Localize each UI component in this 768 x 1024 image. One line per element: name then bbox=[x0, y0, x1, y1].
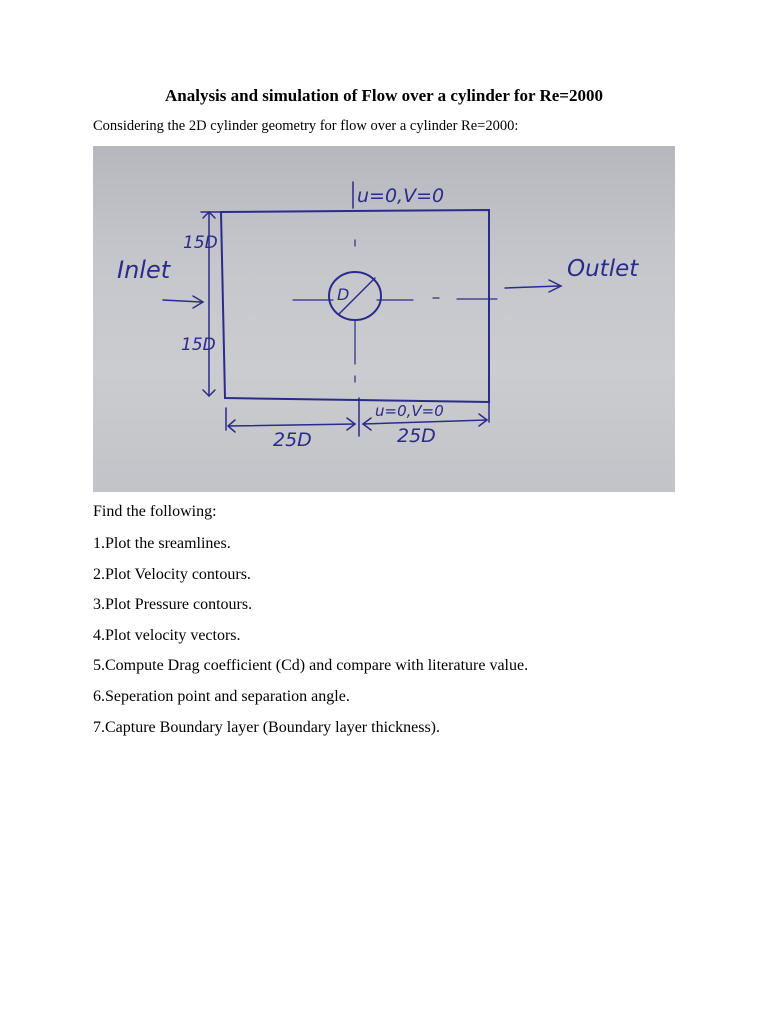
bottom-bc-label: u=0,V=0 bbox=[375, 402, 444, 420]
task-item: 4.Plot velocity vectors. bbox=[93, 626, 241, 644]
intro-text: Considering the 2D cylinder geometry for flow over a cylinder Re=2000: bbox=[93, 118, 519, 134]
page-title: Analysis and simulation of Flow over a cylinder for Re=2000 bbox=[164, 86, 603, 105]
find-heading: Find the following: bbox=[93, 503, 217, 520]
sketch-drawing bbox=[93, 146, 675, 492]
upper-dimension-label: 15D bbox=[183, 233, 218, 253]
left-bottom-dimension bbox=[229, 424, 355, 426]
right-bottom-dimension-label: 25D bbox=[397, 425, 436, 447]
task-item: 6.Seperation point and separation angle. bbox=[93, 687, 350, 705]
right-bottom-dimension bbox=[363, 420, 487, 424]
cylinder-label: D bbox=[337, 285, 350, 304]
lower-dimension-label: 15D bbox=[181, 335, 216, 355]
left-bottom-dimension-label: 25D bbox=[273, 429, 312, 451]
task-item: 7.Capture Boundary layer (Boundary layer thickness). bbox=[93, 718, 441, 736]
horizontal-centerline bbox=[293, 298, 497, 300]
task-item: 5.Compute Drag coefficient (Cd) and compare with literature value. bbox=[93, 657, 529, 675]
task-list bbox=[93, 534, 528, 748]
inlet-label: Inlet bbox=[117, 256, 171, 284]
geometry-sketch-photo bbox=[93, 146, 675, 492]
outlet-label: Outlet bbox=[567, 256, 639, 282]
domain-rectangle bbox=[221, 210, 489, 402]
task-item: 3.Plot Pressure contours. bbox=[93, 596, 253, 614]
inlet-arrow bbox=[163, 300, 201, 302]
task-item: 2.Plot Velocity contours. bbox=[93, 565, 251, 583]
outlet-arrow bbox=[505, 286, 559, 288]
top-bc-label: u=0,V=0 bbox=[357, 185, 445, 207]
task-item: 1.Plot the sreamlines. bbox=[93, 535, 231, 552]
